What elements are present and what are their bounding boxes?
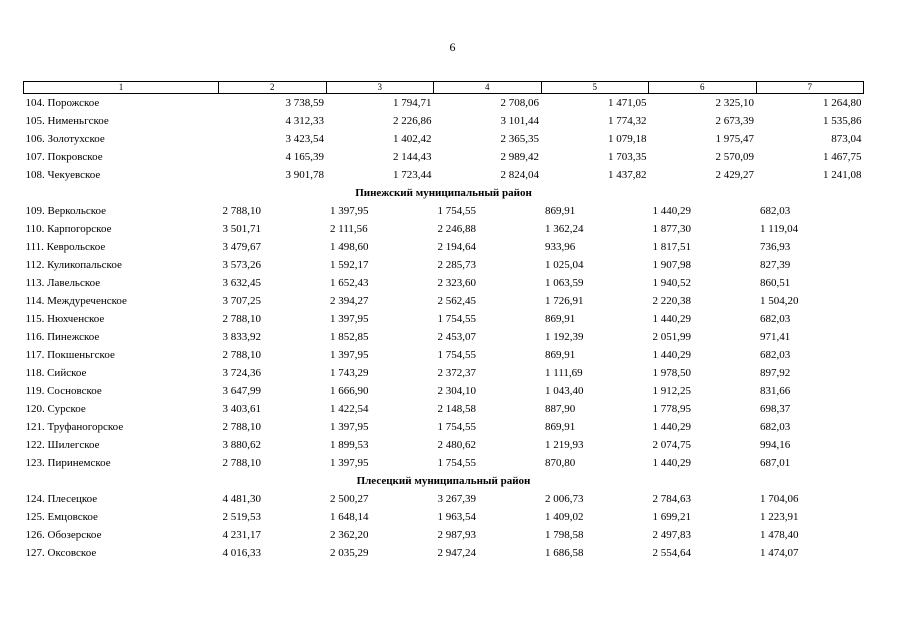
value-cell: 1 474,07 (760, 547, 799, 559)
value-cell: 4 016,33 (222, 547, 261, 559)
settlement-name: 127. Оксовское (25, 547, 97, 559)
value-cell: 2 824,04 (500, 169, 539, 181)
value-cell: 2 111,56 (330, 223, 368, 235)
value-cell: 1 409,02 (545, 511, 584, 523)
value-cell: 860,51 (760, 277, 791, 289)
value-cell: 1 877,30 (652, 223, 691, 235)
value-cell: 4 165,39 (285, 151, 324, 163)
section-title: Плесецкий муниципальный район (356, 475, 531, 487)
value-cell: 2 365,35 (500, 133, 539, 145)
value-cell: 1 978,50 (652, 367, 691, 379)
value-cell: 1 437,82 (608, 169, 647, 181)
table-row (24, 112, 864, 130)
value-cell: 1 754,55 (437, 313, 476, 325)
value-cell: 971,41 (760, 331, 791, 343)
value-cell: 1 535,86 (823, 115, 862, 127)
value-cell: 1 754,55 (437, 457, 476, 469)
value-cell: 2 304,10 (437, 385, 476, 397)
value-cell: 2 323,60 (437, 277, 476, 289)
value-cell: 1 223,91 (760, 511, 799, 523)
value-cell: 4 312,33 (285, 115, 324, 127)
table-row (24, 310, 864, 328)
value-cell: 3 833,92 (222, 331, 261, 343)
value-cell: 827,39 (760, 259, 791, 271)
column-header: 4 (434, 82, 542, 94)
settlement-name: 123. Пиринемское (25, 457, 111, 469)
table-row (24, 364, 864, 382)
value-cell: 3 724,36 (222, 367, 261, 379)
value-cell: 1 422,54 (330, 403, 369, 415)
value-cell: 682,03 (760, 421, 791, 433)
value-cell: 2 144,43 (393, 151, 432, 163)
value-cell: 2 006,73 (545, 493, 584, 505)
column-header: 7 (756, 82, 864, 94)
settlement-name: 108. Чекуевское (25, 169, 101, 181)
value-cell: 1 912,25 (652, 385, 691, 397)
value-cell: 2 362,20 (330, 529, 369, 541)
value-cell: 869,91 (545, 313, 576, 325)
value-cell: 1 940,52 (652, 277, 691, 289)
value-cell: 2 788,10 (222, 421, 261, 433)
value-cell: 1 963,54 (437, 511, 476, 523)
settlement-name: 125. Емцовское (25, 511, 98, 523)
value-cell: 2 497,83 (652, 529, 691, 541)
value-cell: 1 440,29 (652, 313, 691, 325)
table-row (24, 544, 864, 562)
value-cell: 1 362,24 (545, 223, 584, 235)
table-row (24, 166, 864, 184)
table-row (24, 202, 864, 220)
settlement-name: 118. Сийское (25, 367, 87, 379)
value-cell: 933,96 (545, 241, 576, 253)
value-cell: 873,04 (831, 133, 862, 145)
value-cell: 2 570,09 (715, 151, 754, 163)
table-row (24, 94, 864, 113)
value-cell: 1 440,29 (652, 349, 691, 361)
table-row (24, 256, 864, 274)
value-cell: 1 440,29 (652, 421, 691, 433)
value-cell: 2 500,27 (330, 493, 369, 505)
value-cell: 1 397,95 (330, 349, 369, 361)
value-cell: 2 226,86 (393, 115, 432, 127)
value-cell: 3 880,62 (222, 439, 261, 451)
value-cell: 3 738,59 (285, 97, 324, 109)
settlement-name: 112. Куликопальское (25, 259, 122, 271)
value-cell: 1 440,29 (652, 205, 691, 217)
table-row (24, 292, 864, 310)
value-cell: 2 325,10 (715, 97, 754, 109)
value-cell: 1 397,95 (330, 457, 369, 469)
settlement-name: 117. Покшеньгское (25, 349, 115, 361)
value-cell: 2 788,10 (222, 457, 261, 469)
table-row (24, 346, 864, 364)
settlement-name: 122. Шилегское (25, 439, 100, 451)
column-header: 2 (219, 82, 327, 94)
value-cell: 3 101,44 (500, 115, 539, 127)
value-cell: 2 554,64 (652, 547, 691, 559)
value-cell: 2 480,62 (437, 439, 476, 451)
value-cell: 1 899,53 (330, 439, 369, 451)
value-cell: 2 708,06 (500, 97, 539, 109)
value-cell: 1 478,40 (760, 529, 799, 541)
table-row (24, 148, 864, 166)
value-cell: 3 403,61 (222, 403, 261, 415)
value-cell: 1 025,04 (545, 259, 584, 271)
table-row (24, 526, 864, 544)
column-header: 6 (649, 82, 757, 94)
value-cell: 1 703,35 (608, 151, 647, 163)
value-cell: 2 394,27 (330, 295, 369, 307)
value-cell: 2 947,24 (437, 547, 476, 559)
value-cell: 1 704,06 (760, 493, 799, 505)
settlement-name: 109. Веркольское (25, 205, 107, 217)
value-cell: 1 079,18 (608, 133, 647, 145)
value-cell: 1 723,44 (393, 169, 432, 181)
value-cell: 4 481,30 (222, 493, 261, 505)
settlement-name: 110. Карпогорское (25, 223, 112, 235)
value-cell: 2 035,29 (330, 547, 369, 559)
value-cell: 682,03 (760, 313, 791, 325)
settlement-name: 119. Сосновское (25, 385, 102, 397)
settlement-name: 120. Сурское (25, 403, 86, 415)
value-cell: 1 726,91 (545, 295, 584, 307)
value-cell: 2 194,64 (437, 241, 476, 253)
table-row (24, 238, 864, 256)
value-cell: 1 754,55 (437, 421, 476, 433)
settlement-name: 116. Пинежское (25, 331, 100, 343)
value-cell: 1 397,95 (330, 205, 369, 217)
settlement-name: 105. Нименьгское (25, 115, 109, 127)
column-header: 1 (24, 82, 219, 94)
value-cell: 994,16 (760, 439, 791, 451)
value-cell: 887,90 (545, 403, 576, 415)
value-cell: 1 397,95 (330, 313, 369, 325)
value-cell: 1 402,42 (393, 133, 432, 145)
value-cell: 2 788,10 (222, 349, 261, 361)
settlement-name: 107. Покровское (25, 151, 103, 163)
value-cell: 1 852,85 (330, 331, 369, 343)
value-cell: 1 219,93 (545, 439, 584, 451)
settlement-name: 115. Нюхченское (25, 313, 105, 325)
value-cell: 2 987,93 (437, 529, 476, 541)
value-cell: 1 699,21 (652, 511, 691, 523)
value-cell: 1 778,95 (652, 403, 691, 415)
value-cell: 1 241,08 (823, 169, 862, 181)
value-cell: 2 074,75 (652, 439, 691, 451)
value-cell: 869,91 (545, 349, 576, 361)
value-cell: 2 372,37 (437, 367, 476, 379)
table-row (24, 130, 864, 148)
value-cell: 831,66 (760, 385, 791, 397)
table-row (24, 400, 864, 418)
value-cell: 3 573,26 (222, 259, 261, 271)
settlement-name: 104. Порожское (25, 97, 100, 109)
value-cell: 1 467,75 (823, 151, 862, 163)
value-cell: 2 453,07 (437, 331, 476, 343)
value-cell: 1 440,29 (652, 457, 691, 469)
value-cell: 2 788,10 (222, 313, 261, 325)
table-row (24, 490, 864, 508)
table-row (24, 274, 864, 292)
section-title-row (24, 472, 864, 490)
value-cell: 1 592,17 (330, 259, 369, 271)
settlement-name: 111. Кеврольское (25, 241, 106, 253)
value-cell: 687,01 (760, 457, 791, 469)
value-cell: 3 707,25 (222, 295, 261, 307)
value-cell: 2 562,45 (437, 295, 476, 307)
value-cell: 869,91 (545, 421, 576, 433)
value-cell: 2 429,27 (715, 169, 754, 181)
value-cell: 698,37 (760, 403, 791, 415)
table-row (24, 220, 864, 238)
value-cell: 1 264,80 (823, 97, 862, 109)
value-cell: 897,92 (760, 367, 791, 379)
data-table (23, 81, 864, 562)
value-cell: 682,03 (760, 205, 791, 217)
value-cell: 1 817,51 (652, 241, 691, 253)
value-cell: 2 285,73 (437, 259, 476, 271)
table-row (24, 328, 864, 346)
value-cell: 2 784,63 (652, 493, 691, 505)
value-cell: 4 231,17 (222, 529, 261, 541)
value-cell: 3 632,45 (222, 277, 261, 289)
column-header: 5 (541, 82, 649, 94)
table-row (24, 508, 864, 526)
value-cell: 736,93 (760, 241, 791, 253)
value-cell: 1 743,29 (330, 367, 369, 379)
column-header: 3 (326, 82, 434, 94)
value-cell: 2 220,38 (652, 295, 691, 307)
value-cell: 3 267,39 (437, 493, 476, 505)
settlement-name: 114. Междуреченское (25, 295, 127, 307)
value-cell: 1 192,39 (545, 331, 584, 343)
table-row (24, 418, 864, 436)
value-cell: 870,80 (545, 457, 576, 469)
value-cell: 869,91 (545, 205, 576, 217)
value-cell: 1 397,95 (330, 421, 369, 433)
value-cell: 2 788,10 (222, 205, 261, 217)
value-cell: 3 423,54 (285, 133, 324, 145)
section-title-row (24, 184, 864, 202)
value-cell: 1 754,55 (437, 205, 476, 217)
table-row (24, 382, 864, 400)
value-cell: 1 063,59 (545, 277, 584, 289)
column-number-header-row (24, 82, 864, 94)
value-cell: 2 148,58 (437, 403, 476, 415)
value-cell: 1 471,05 (608, 97, 647, 109)
value-cell: 1 975,47 (715, 133, 754, 145)
settlement-name: 106. Золотухское (25, 133, 105, 145)
value-cell: 1 794,71 (393, 97, 432, 109)
value-cell: 1 043,40 (545, 385, 584, 397)
value-cell: 1 774,32 (608, 115, 647, 127)
value-cell: 3 647,99 (222, 385, 261, 397)
value-cell: 1 666,90 (330, 385, 369, 397)
page-number: 6 (449, 40, 456, 54)
section-title: Пинежский муниципальный район (355, 187, 532, 199)
value-cell: 3 901,78 (285, 169, 324, 181)
value-cell: 2 989,42 (500, 151, 539, 163)
value-cell: 2 519,53 (222, 511, 261, 523)
settlement-name: 121. Труфаногорское (25, 421, 124, 433)
value-cell: 1 504,20 (760, 295, 799, 307)
value-cell: 2 246,88 (437, 223, 476, 235)
value-cell: 2 673,39 (715, 115, 754, 127)
table-row (24, 436, 864, 454)
value-cell: 682,03 (760, 349, 791, 361)
value-cell: 2 051,99 (652, 331, 691, 343)
value-cell: 1 686,58 (545, 547, 584, 559)
settlement-name: 126. Обозерское (25, 529, 102, 541)
value-cell: 1 754,55 (437, 349, 476, 361)
value-cell: 1 498,60 (330, 241, 369, 253)
value-cell: 1 907,98 (652, 259, 691, 271)
settlement-name: 124. Плесецкое (25, 493, 98, 505)
table-body (24, 94, 864, 563)
value-cell: 1 652,43 (330, 277, 369, 289)
value-cell: 1 111,69 (545, 367, 583, 379)
table-row (24, 454, 864, 472)
value-cell: 3 501,71 (222, 223, 261, 235)
value-cell: 3 479,67 (222, 241, 261, 253)
value-cell: 1 119,04 (760, 223, 799, 235)
value-cell: 1 798,58 (545, 529, 584, 541)
value-cell: 1 648,14 (330, 511, 369, 523)
settlement-name: 113. Лавельское (25, 277, 101, 289)
